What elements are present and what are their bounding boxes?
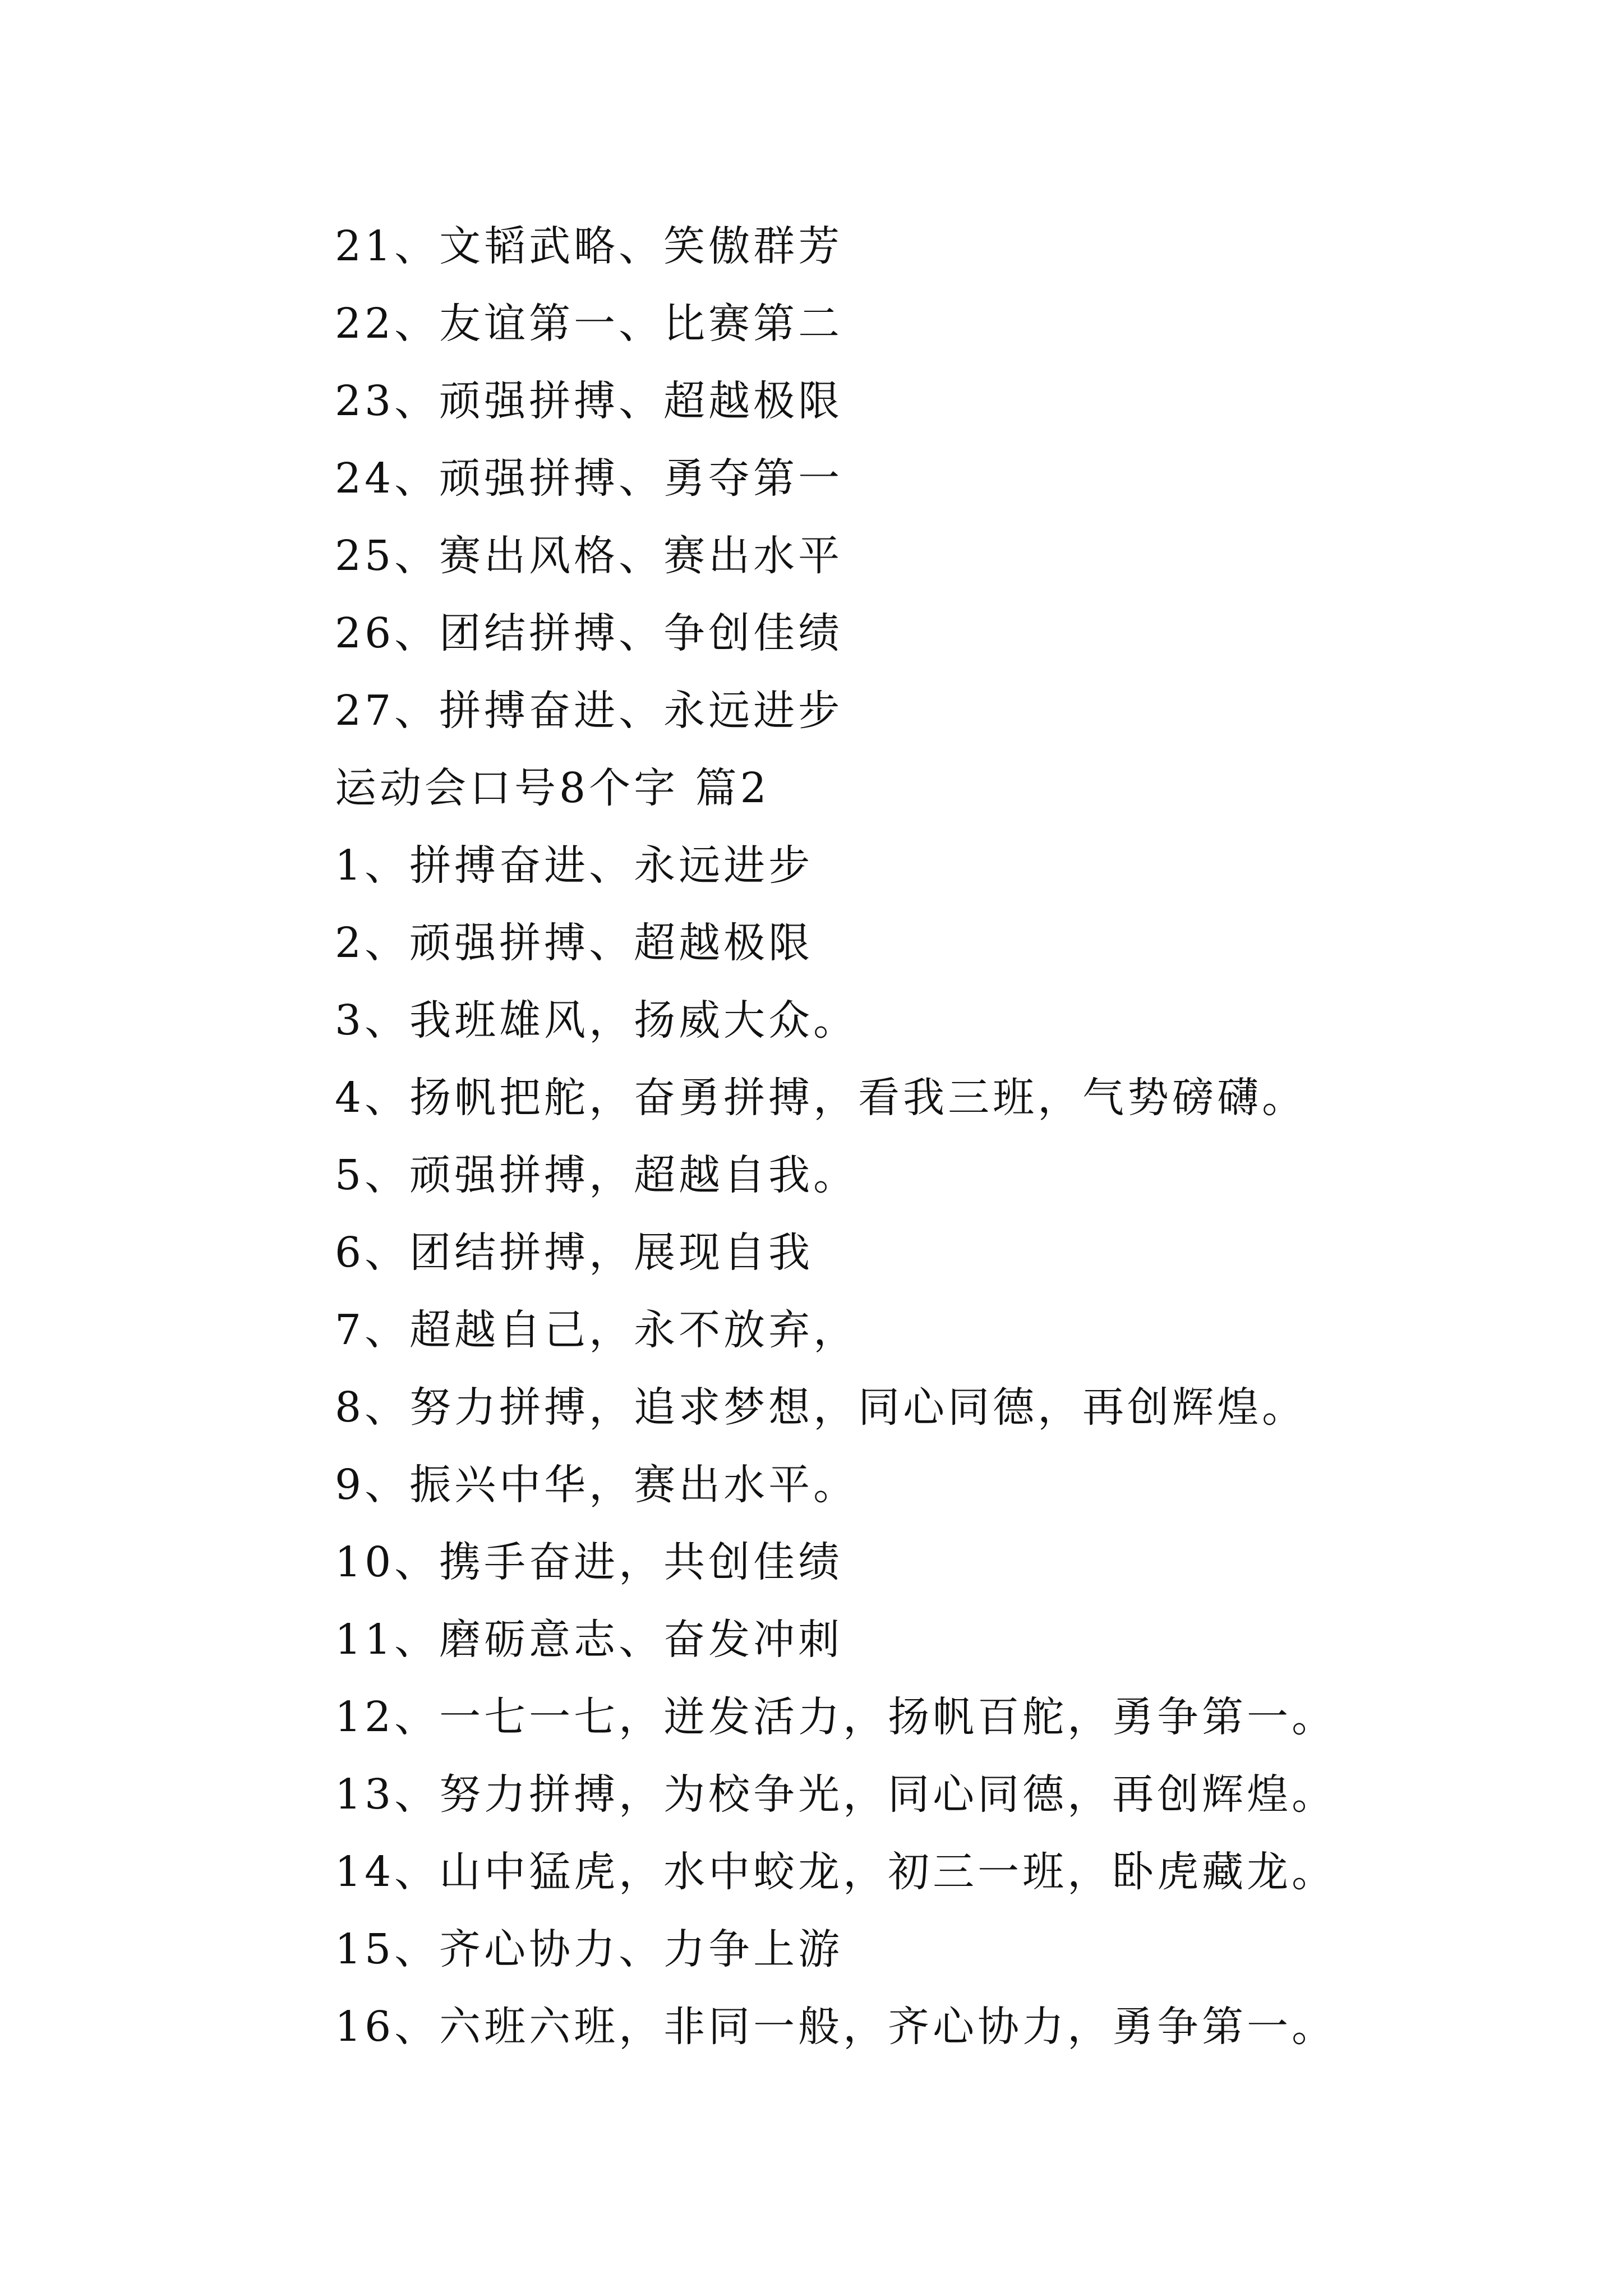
slogan-line-11: 11、磨砺意志、奋发冲刺 [335, 1616, 843, 1664]
slogan-line-27: 27、拼搏奋进、永远进步 [335, 687, 843, 735]
slogan-line-15: 15、齐心协力、力争上游 [335, 1925, 843, 1973]
slogan-line-4: 4、扬帆把舵，奋勇拼搏，看我三班，气势磅礴。 [335, 1074, 1307, 1122]
slogan-line-8: 8、努力拼搏，追求梦想，同心同德，再创辉煌。 [335, 1383, 1307, 1432]
slogan-line-16: 16、六班六班，非同一般，齐心协力，勇争第一。 [335, 2003, 1337, 2051]
slogan-line-9: 9、振兴中华，赛出水平。 [335, 1461, 859, 1509]
slogan-line-1: 1、拼搏奋进、永远进步 [335, 841, 814, 890]
slogan-line-22: 22、友谊第一、比赛第二 [335, 300, 843, 348]
slogan-line-13: 13、努力拼搏，为校争光，同心同德，再创辉煌。 [335, 1770, 1337, 1819]
section-heading: 运动会口号8个字 篇2 [335, 764, 770, 812]
slogan-line-5: 5、顽强拼搏，超越自我。 [335, 1151, 859, 1199]
slogan-line-12: 12、一七一七，迸发活力，扬帆百舵，勇争第一。 [335, 1693, 1337, 1741]
document-body [335, 208, 1513, 2065]
slogan-line-21: 21、文韬武略、笑傲群芳 [335, 222, 843, 270]
slogan-line-6: 6、团结拼搏，展现自我 [335, 1228, 814, 1277]
slogan-line-25: 25、赛出风格、赛出水平 [335, 532, 843, 580]
slogan-line-26: 26、团结拼搏、争创佳绩 [335, 609, 843, 657]
slogan-line-23: 23、顽强拼搏、超越极限 [335, 377, 843, 425]
slogan-line-14: 14、山中猛虎，水中蛟龙，初三一班，卧虎藏龙。 [335, 1848, 1337, 1896]
slogan-line-3: 3、我班雄风，扬威大众。 [335, 996, 859, 1045]
slogan-line-10: 10、携手奋进，共创佳绩 [335, 1538, 843, 1586]
slogan-line-7: 7、超越自己，永不放弃， [335, 1306, 859, 1354]
slogan-line-2: 2、顽强拼搏、超越极限 [335, 919, 814, 967]
slogan-line-24: 24、顽强拼搏、勇夺第一 [335, 454, 843, 503]
